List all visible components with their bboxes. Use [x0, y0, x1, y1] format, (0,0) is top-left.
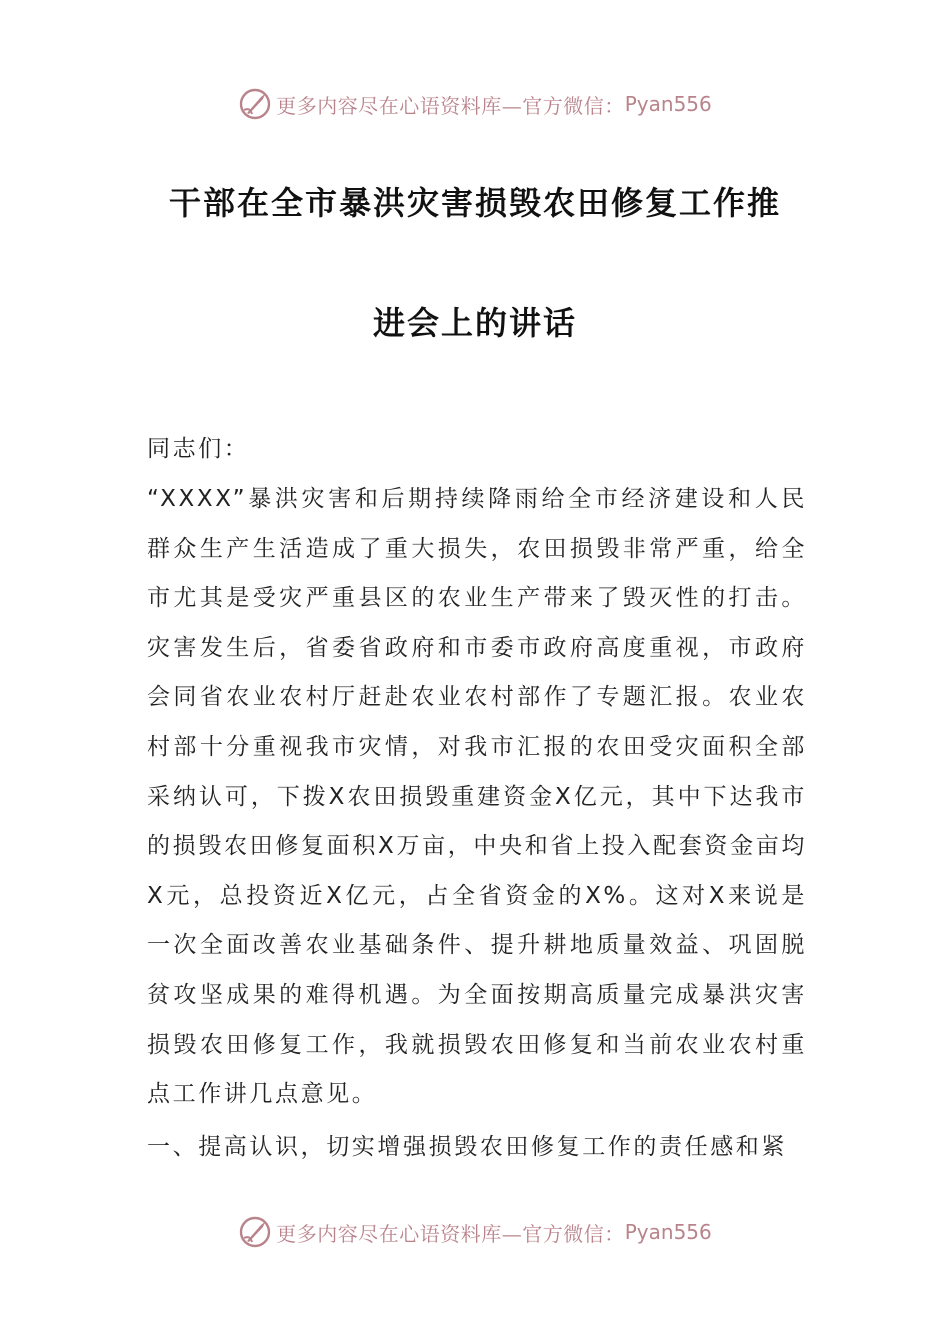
document-title-line-2: 进会上的讲话 [372, 304, 577, 342]
body-paragraph: “XXXX”暴洪灾害和后期持续降雨给全市经济建设和人民群众生产生活造成了重大损失，农田损毁非常严重，给全市尤其是受灾严重县区的农业生产带来了毁灭性的打击。灾害发生后，省委省政府和市委市政府高度重视，市政府会同省农业农村厅赶赴农业农村部作了专题汇报。农业农村部十分重视我市灾情，对我市汇报的农田受灾面积全部采纳认可，下拨X农田损毁重建资金X亿元，其中下达我市的损毁农田修复面积X万亩，中央和省上投入配套资金亩均X元，总投资近X亿元，占全省资金的X%。这对X来说是一次全面改善农业基础条件、提升耕地质量效益、巩固脱贫攻坚成果的难得机遇。为全面按期高质量完成暴洪灾害损毁农田修复工作，我就损毁农田修复和当前农业农村重点工作讲几点意见。 [147, 486, 807, 1108]
quill-pen-logo-icon [238, 87, 272, 121]
quill-pen-logo-icon [238, 1215, 272, 1249]
salutation: 同志们： [147, 436, 250, 462]
document-title-line-1: 干部在全市暴洪灾害损毁农田修复工作推 [168, 184, 781, 222]
footer-watermark [0, 1212, 950, 1252]
watermark-text: 更多内容尽在心语资料库—官方微信： [276, 1221, 625, 1246]
watermark-wechat-id: Pyan556 [624, 92, 712, 116]
watermark-text: 更多内容尽在心语资料库—官方微信： [276, 93, 625, 118]
watermark-wechat-id: Pyan556 [624, 1220, 712, 1244]
section-heading-1: 一、提高认识，切实增强损毁农田修复工作的责任感和紧 [147, 1134, 787, 1160]
header-watermark [0, 84, 950, 124]
